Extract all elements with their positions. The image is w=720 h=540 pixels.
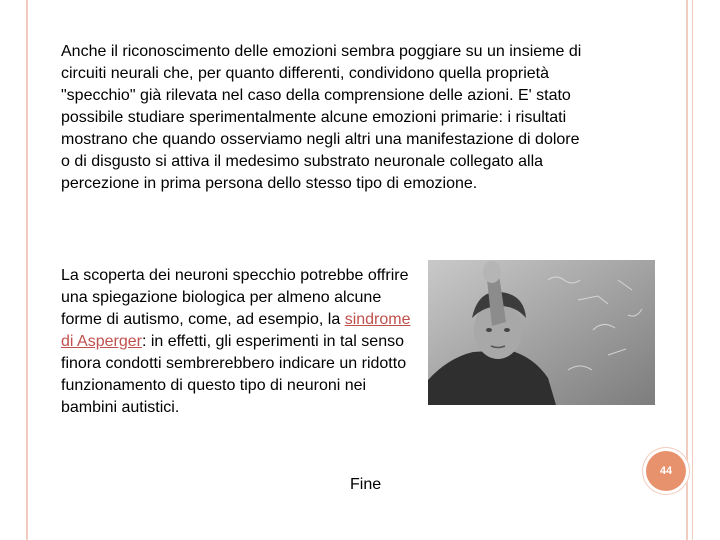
paragraph-autism-text-end: : in effetti, gli esperimenti in tal senso finora condotti sembrerebbero indicare un ridotto funzionamento di questo tipo di neuroni nei bambini autistici. [61, 333, 407, 416]
page-number-badge: 44 [646, 451, 686, 491]
paragraph-autism-text-start: La scoperta dei neuroni specchio potrebbe offrire una spiegazione biologica per almeno alcune forme di autismo, come, ad esempio, la [61, 267, 409, 328]
photo-illustration [428, 260, 655, 405]
right-frame-line-thin [692, 0, 693, 540]
left-frame-line [26, 0, 28, 540]
asperger-link[interactable]: sindrome di Asperger [61, 311, 411, 350]
paragraph-emotions: Anche il riconoscimento delle emozioni sembra poggiare su un insieme di circuiti neurali che, per quanto differenti, condividono quella proprietà "specchio" già rilevata nel caso della comprensione delle azioni. E' stato possibile studiare sperimentalmente alcune emozioni primarie: i risultati mostrano che quando osserviamo negli altri una manifestazione di dolore o di disgusto si attiva il medesimo substrato neuronale collegato alla percezione in prima persona dello stesso tipo di emozione. [61, 43, 582, 192]
boy-writing-photo [428, 260, 655, 405]
closing-text: Fine [350, 476, 382, 493]
paragraph-autism [61, 265, 419, 419]
right-frame-line [686, 0, 688, 540]
